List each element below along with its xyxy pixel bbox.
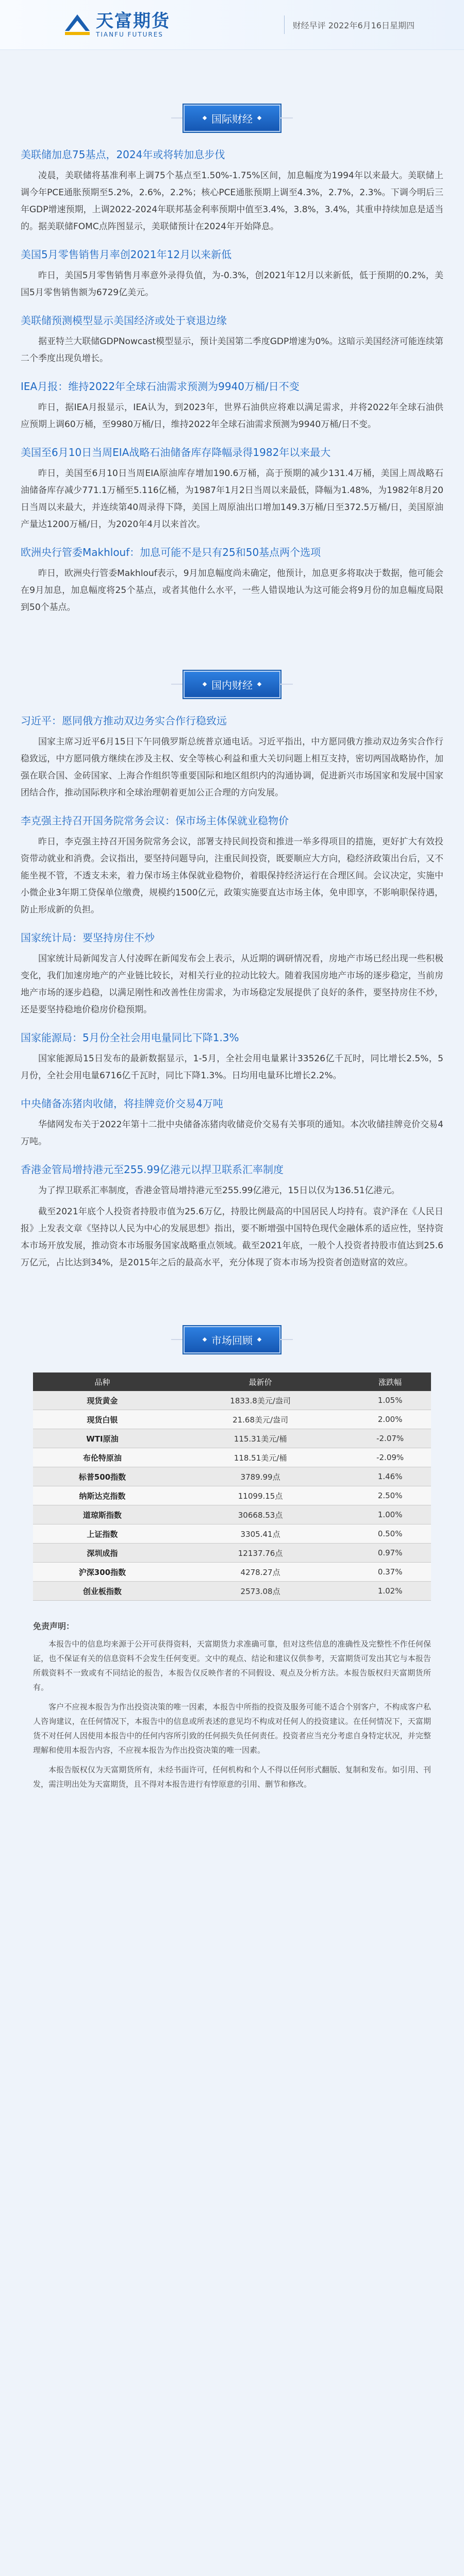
instrument-name: 深圳成指 [33,1544,172,1563]
article [21,545,443,616]
header [0,0,464,50]
table-row [33,1486,431,1505]
article-headline: 美国5月零售销售月率创2021年12月以来新低 [21,248,232,261]
brand-logo [63,10,170,39]
market-table-body [33,1391,431,1601]
section-title: 市场回顾 [211,1334,253,1347]
change-percent: 1.00% [349,1505,431,1524]
article [21,1030,443,1084]
latest-price: 3789.99点 [172,1467,349,1486]
table-row [33,1467,431,1486]
table-row [33,1429,431,1448]
article-headline: 欧洲央行管委Makhlouf：加息可能不是只有25和50基点两个选项 [21,546,321,558]
article-headline: 国家统计局：要坚持房住不炒 [21,931,155,944]
change-percent: -2.09% [349,1448,431,1467]
change-percent: 1.02% [349,1582,431,1601]
article-paragraph: 昨日，李克强主持召开国务院常务会议，部署支持民间投资和推进一举多得项目的措施，更好扩大有效投资带动就业和消费。会议指出，要坚持问题导向，注重民间投资，既要顺应大方向，稳经济政策出台后，又不能坐视不管，不透支未来，着力保市场主体保就业稳物价，着眼保持经济运行在合理区间。会议决定，实施中小微企业3年期工贷保单位缴费，规模约1500亿元，政策实施要直达市场主体，免申即享，不影响职保待遇，防止形成新的负担。 [21,837,443,915]
article-headline: 美联储加息75基点，2024年或将转加息步伐 [21,148,225,161]
article [21,713,443,802]
disclaimer-paragraph: 本报告版权仅为天富期货所有，未经书面许可，任何机构和个人不得以任何形式翻版、复制和发布。如引用、刊发，需注明出处为天富期货，且不得对本报告进行有悖原意的引用、删节和修改。 [33,1765,431,1789]
article-paragraph: 据亚特兰大联储GDPNowcast模型显示，预计美国第二季度GDP增速为0%。这暗示美国经济可能连续第二个季度出现负增长。 [21,336,443,364]
report-date-text: 财经早评 2022年6月16日星期四 [292,20,415,30]
brand-name-en: TIANFU FUTURES [96,31,163,38]
latest-price: 3305.41点 [172,1524,349,1544]
instrument-name: 道琼斯指数 [33,1505,172,1524]
change-percent: 0.37% [349,1563,431,1582]
article-headline: 中央储备冻猪肉收储，将挂牌竞价交易4万吨 [21,1097,223,1110]
content [21,106,443,1791]
article-headline: 美国至6月10日当周EIA战略石油储备库存降幅录得1982年以来最大 [21,446,331,459]
latest-price: 30668.53点 [172,1505,349,1524]
change-percent: 2.00% [349,1410,431,1429]
section-title: 国内财经 [211,679,253,691]
market-table [33,1372,431,1601]
instrument-name: 布伦特原油 [33,1448,172,1467]
article-paragraph: 国家统计局新闻发言人付凌晖在新闻发布会上表示，从近期的调研情况看，房地产市场已经出现一些积极变化，我们加速房地产的产业链比较长，对相关行业的拉动比较大。随着我国房地产市场的逐步稳定，当前房地产市场的逐步趋稳，以满足刚性和改善性住房需求，为市场稳定发展提供了良好的条件，要坚持房住不炒，还是要坚持稳地价稳房价稳预期。 [21,954,443,1015]
section-banner-international [21,106,443,130]
latest-price: 1833.8美元/盎司 [172,1391,349,1410]
latest-price: 118.51美元/桶 [172,1448,349,1467]
instrument-name: WTI原油 [33,1429,172,1448]
market-table-header [33,1372,431,1391]
article [21,1162,443,1272]
latest-price: 21.68美元/盎司 [172,1410,349,1429]
article [21,813,443,919]
article-headline: 习近平：愿同俄方推动双边务实合作行稳致远 [21,715,227,727]
instrument-name: 标普500指数 [33,1467,172,1486]
change-percent: 2.50% [349,1486,431,1505]
change-percent: 0.97% [349,1544,431,1563]
section-title: 国际财经 [211,112,253,125]
brand-logo-icon [63,10,92,39]
change-percent: -2.07% [349,1429,431,1448]
change-percent: 0.50% [349,1524,431,1544]
latest-price: 4278.27点 [172,1563,349,1582]
instrument-name: 纳斯达克指数 [33,1486,172,1505]
article [21,247,443,301]
latest-price: 11099.15点 [172,1486,349,1505]
disclaimer-title: 免责声明： [33,1621,75,1631]
article [21,379,443,433]
instrument-name: 现货黄金 [33,1391,172,1410]
article-paragraph: 国家能源局15日发布的最新数据显示，1-5月，全社会用电量累计33526亿千瓦时，同比增长2.5%，5月份，全社会用电量6716亿千瓦时，同比下降1.3%。日均用电量环比增长2.2%。 [21,1054,443,1081]
article-paragraph: 昨日，美国5月零售销售月率意外录得负值，为-0.3%，创2021年12月以来新低，低于预期的0.2%，美国5月零售销售额为6729亿美元。 [21,270,443,298]
article-paragraph: 昨日，据IEA月报显示，IEA认为，到2023年，世界石油供应将难以满足需求，并将2022年全球石油供应预期上调60万桶，至9980万桶/日，维持2022年全球石油需求预测为9940万桶/日不变。 [21,402,443,430]
disclaimer [33,1619,431,1791]
disclaimer-paragraph: 本报告中的信息均来源于公开可获得资料，天富期货力求准确可靠，但对这些信息的准确性及完整性不作任何保证，也不保证有关的信息资料不会发生任何变更。文中的观点、结论和建议仅供参考，天富期货可发出其它与本报告所载资料不一致或有不同结论的报告，本报告仅反映作者的不同假设、观点及分析方法。本报告版权归天富期货所有。 [33,1639,431,1692]
change-percent: 1.46% [349,1467,431,1486]
report-date [284,15,415,34]
article [21,930,443,1019]
section-banner-market [21,1327,443,1352]
table-row [33,1505,431,1524]
table-row [33,1391,431,1410]
article-paragraph: 为了捍卫联系汇率制度，香港金管局增持港元至255.99亿港元，15日以仅为136.51亿港元。 [38,1185,400,1196]
brand-name-cn: 天富期货 [96,11,170,31]
disclaimer-paragraph: 客户不应视本报告为作出投资决策的唯一因素，本报告中所指的投资及服务可能不适合个别客户，不构成客户私人咨询建议，在任何情况下，本报告中的信息或所表述的意见均不构成对任何人的投资建议。在任何情况下，天富期货不对任何人因使用本报告中的任何内容所引致的任何损失负任何责任。投资者应当充分考虑自身特定状况，并完整理解和使用本报告内容，不应视本报告为作出投资决策的唯一因素。 [33,1702,431,1755]
article-paragraph: 凌晨，美联储将基准利率上调75个基点至1.50%-1.75%区间，加息幅度为1994年以来最大。美联储上调今年PCE通胀预期至5.2%，2.6%，2.2%；核心PCE通胀预期上调至4.3%，2.7%，2.3%。下调今明后三年GDP增速预期，上调2022-2024年联邦基金利率预期中值至3.4%，3.8%，3.4%，其重申持续加息是适当的。据美联储FOMC点阵图显示，美联储预计在2024年开始降息。 [21,171,443,232]
article-paragraph: 截至2021年底个人投资者持股市值为25.6万亿，持股比例最高的中国居民人均持有。袁沪泽在《人民日报》上发表文章《坚持以人民为中心的发展思想》指出，要不断增强中国特色现代金融体系的适应性，坚持资本市场开放发展，推动资本市场服务国家战略重点领域。截至2021年底，一般个人投资者持股市值达到25.6万亿元，占比达到34%，是2015年之后的最高水平，充分体现了资本市场为投资者创造财富的效应。 [21,1207,443,1268]
instrument-name: 上证指数 [33,1524,172,1544]
column-header: 涨跌幅 [349,1372,431,1391]
section-banner-domestic [21,672,443,697]
article [21,445,443,533]
latest-price: 12137.76点 [172,1544,349,1563]
latest-price: 115.31美元/桶 [172,1429,349,1448]
table-row [33,1563,431,1582]
table-row [33,1582,431,1601]
article [21,1096,443,1150]
article-headline: 美联储预测模型显示美国经济或处于衰退边缘 [21,314,227,327]
article-paragraph: 昨日，美国至6月10日当周EIA原油库存增加190.6万桶，高于预期的减少131.4万桶，美国上周战略石油储备库存减少771.1万桶至5.116亿桶，为1987年1月2日当周以来最低，降幅为1.48%，为1982年8月20日当周以来最大，并连续第40周录得下降，美国上周原油出口增加149.3万桶/日至372.5万桶/日，美国原油产量达1200万桶/日，为2020年4月以来首次。 [21,468,443,530]
table-row [33,1524,431,1544]
article-paragraph: 国家主席习近平6月15日下午同俄罗斯总统普京通电话。习近平指出，中方愿同俄方推动双边务实合作行稳致远，中方愿同俄方继续在涉及主权、安全等核心利益和重大关切问题上相互支持，密切两国战略协作，加强在联合国、金砖国家、上海合作组织等重要国际和地区组织内的沟通协调，促进新兴市场国家和发展中国家团结合作，推动国际秩序和全球治理朝着更加公正合理的方向发展。 [21,737,443,798]
article-headline: IEA月报：维持2022年全球石油需求预测为9940万桶/日不变 [21,380,300,393]
column-header: 最新价 [172,1372,349,1391]
column-header: 品种 [33,1372,172,1391]
change-percent: 1.05% [349,1391,431,1410]
instrument-name: 沪深300指数 [33,1563,172,1582]
latest-price: 2573.08点 [172,1582,349,1601]
article-paragraph: 华储网发布关于2022年第十二批中央储备冻猪肉收储竞价交易有关事项的通知。本次收储挂牌竞价交易4万吨。 [21,1120,443,1147]
table-row [33,1448,431,1467]
market-table-wrapper [33,1372,431,1601]
article [21,147,443,235]
table-row [33,1544,431,1563]
article-headline: 国家能源局：5月份全社会用电量同比下降1.3% [21,1031,239,1044]
article-headline: 香港金管局增持港元至255.99亿港元以捍卫联系汇率制度 [21,1163,284,1176]
article [21,313,443,367]
table-row [33,1410,431,1429]
article-headline: 李克强主持召开国务院常务会议：保市场主体保就业稳物价 [21,815,289,827]
instrument-name: 现货白银 [33,1410,172,1429]
instrument-name: 创业板指数 [33,1582,172,1601]
article-paragraph: 昨日，欧洲央行管委Makhlouf表示，9月加息幅度尚未确定，他预计，加息更多将取决于数据，他可能会在9月加息，加息幅度将25个基点，或者其他什么水平，一些人错误地认为这可能会将9月份的加息幅度局限到50个基点。 [21,568,443,613]
